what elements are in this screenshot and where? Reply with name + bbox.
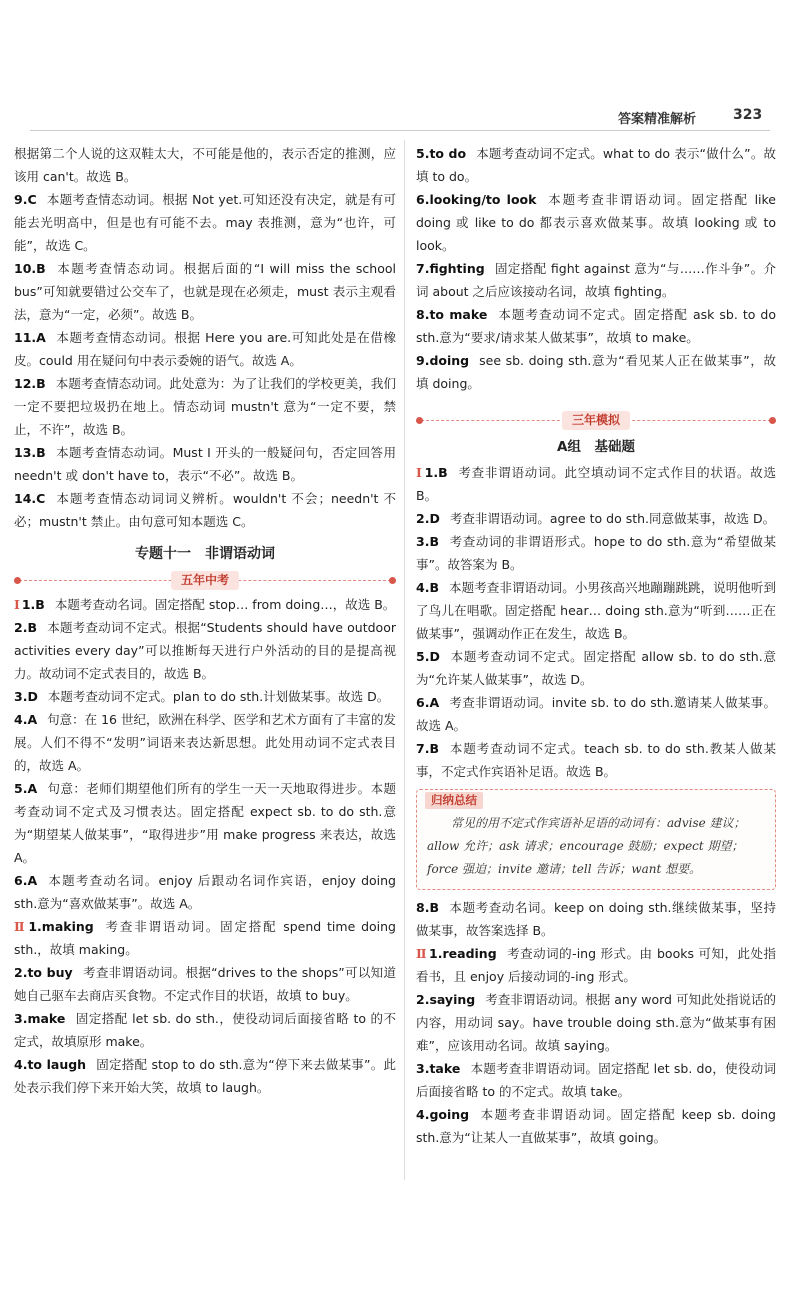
- answer-entry: 6.looking/to look 本题考查非谓语动词。固定搭配 like doing 或 like to do 都表示喜欢做某事。故填 looking 或 to look。: [416, 192, 777, 253]
- answer-number: 9.doing: [416, 353, 470, 368]
- summary-box: [416, 789, 776, 890]
- answer-entry: Ⅰ 1.B 本题考查动名词。固定搭配 stop… from doing…，故选 B。: [14, 597, 396, 612]
- header-rule: [30, 130, 770, 131]
- answer-number: 10.B: [14, 261, 46, 276]
- answer-entry: 4.to laugh 固定搭配 stop to do sth.意为“停下来去做某事”。此处表示我们停下来开始大笑，故填 to laugh。: [14, 1057, 396, 1095]
- summary-tag: 归纳总结: [425, 792, 483, 809]
- part-marker: Ⅰ: [416, 465, 423, 480]
- answer-number: 4.to laugh: [14, 1057, 87, 1072]
- answer-number: 5.A: [14, 781, 38, 796]
- part-marker: Ⅱ: [416, 946, 428, 961]
- answer-number: 6.looking/to look: [416, 192, 537, 207]
- answer-entry: 9.doing see sb. doing sth.意为“看见某人正在做某事”，故填 doing。: [416, 353, 776, 391]
- summary-text: 常见的用不定式作宾语补足语的动词有：advise 建议；allow 允许；ask 请求；encourage 鼓励；expect 期望；force 强迫；invite 邀请；tell 告诉；want 想要。: [427, 816, 746, 876]
- answer-number: 1.reading: [429, 946, 497, 961]
- answer-entry: 5.A 句意：老师们期望他们所有的学生一天一天地取得进步。本题考查动词不定式及习惯表达。固定搭配 expect sb. to do sth.意为“期望某人做某事”，“取得进步”用 make progress 来表达，故选 A。: [14, 781, 396, 865]
- answer-number: 9.C: [14, 192, 37, 207]
- answer-number: 1.making: [28, 919, 94, 934]
- answer-entry: Ⅱ 1.reading 考查动词的-ing 形式。由 books 可知，此处指看书，且 enjoy 后接动词的-ing 形式。: [416, 946, 776, 984]
- page-header: [0, 104, 800, 134]
- answer-entry: 2.saying 考查非谓语动词。根据 any word 可知此处指说话的内容，用动词 say。have trouble doing sth.意为“做某事有困难”，应该用动名词。故填 saying。: [416, 992, 776, 1053]
- answer-number: 12.B: [14, 376, 46, 391]
- answer-number: 2.saying: [416, 992, 476, 1007]
- answer-entry: 8.B 本题考查动名词。keep on doing sth.继续做某事，坚持做某事，故答案选择 B。: [416, 900, 776, 938]
- answer-number: 5.to do: [416, 146, 467, 161]
- answer-number: 6.A: [416, 695, 440, 710]
- answer-entry: 根据第二个人说的这双鞋太大，不可能是他的，表示否定的推测，应该用 can't。故选 B。: [14, 146, 396, 184]
- section-band-label: 五年中考: [171, 571, 239, 590]
- answer-entry: Ⅱ 1.making 考查非谓语动词。固定搭配 spend time doing sth.，故填 making。: [14, 919, 396, 957]
- answer-number: 3.D: [14, 689, 38, 704]
- answer-entry: 7.B 本题考查动词不定式。teach sb. to do sth.教某人做某事，不定式作宾语补足语。故选 B。: [416, 741, 776, 779]
- answer-number: 2.to buy: [14, 965, 73, 980]
- answer-number: 4.going: [416, 1107, 470, 1122]
- part-marker: Ⅱ: [14, 919, 27, 934]
- section-band: [416, 409, 776, 433]
- answer-number: 2.B: [14, 620, 37, 635]
- answer-number: 7.B: [416, 741, 439, 756]
- answer-number: 11.A: [14, 330, 46, 345]
- answer-entry: 6.A 本题考查动名词。enjoy 后跟动名词作宾语，enjoy doing sth.意为“喜欢做某事”。故选 A。: [14, 873, 396, 911]
- answer-entry: 4.B 本题考查非谓语动词。小男孩高兴地蹦蹦跳跳，说明他听到了鸟儿在唱歌。固定搭配 hear… doing sth.意为“听到……正在做某事”，强调动作正在发生，故选 B。: [416, 580, 776, 641]
- answer-number: 1.B: [21, 597, 45, 612]
- column-divider: [404, 140, 405, 1180]
- section-band: [14, 569, 396, 593]
- answer-entry: 3.D 本题考查动词不定式。plan to do sth.计划做某事。故选 D。: [14, 689, 390, 704]
- answer-entry: Ⅰ 1.B 考查非谓语动词。此空填动词不定式作目的状语。故选 B。: [416, 465, 776, 503]
- answer-entry: 13.B 本题考查情态动词。Must I 开头的一般疑问句，否定回答用 needn't 或 don't have to，表示“不必”。故选 B。: [14, 445, 396, 483]
- answer-entry: 2.B 本题考查动词不定式。根据“Students should have outdoor activities every day”可以推断每天进行户外活动的目的是提高视力。故动词不定式表目的，故选 B。: [14, 620, 396, 681]
- answer-entry: 5.D 本题考查动词不定式。固定搭配 allow sb. to do sth.意为“允许某人做某事”，故选 D。: [416, 649, 776, 687]
- answer-number: 1.B: [424, 465, 448, 480]
- answer-entry: 14.C 本题考查情态动词词义辨析。wouldn't 不会；needn't 不必；mustn't 禁止。由句意可知本题选 C。: [14, 491, 396, 529]
- answer-entry: 8.to make 本题考查动词不定式。固定搭配 ask sb. to do sth.意为“要求/请求某人做某事”，故填 to make。: [416, 307, 777, 345]
- answer-number: 14.C: [14, 491, 46, 506]
- answer-number: 13.B: [14, 445, 46, 460]
- part-marker: Ⅰ: [14, 597, 20, 612]
- answer-entry: 10.B 本题考查情态动词。根据后面的“I will miss the school bus”可知就要错过公交车了，也就是现在必须走，must 表示主观看法，意为“一定，必须”。故选 B。: [14, 261, 396, 322]
- answer-entry: 4.A 句意：在 16 世纪，欧洲在科学、医学和艺术方面有了丰富的发展。人们不得不“发明”词语来表达新思想。此处用动词不定式表目的，故选 A。: [14, 712, 396, 773]
- page-number: 323: [733, 107, 763, 123]
- answer-entry: 11.A 本题考查情态动词。根据 Here you are.可知此处是在借橡皮。could 用在疑问句中表示委婉的语气。故选 A。: [14, 330, 396, 368]
- answer-entry: 12.B 本题考查情态动词。此处意为：为了让我们的学校更美，我们一定不要把垃圾扔在地上。情态动词 mustn't 意为“一定不要，禁止，不许”，故选 B。: [14, 376, 396, 437]
- answer-entry: 7.fighting 固定搭配 fight against 意为“与……作斗争”。介词 about 之后应该接动名词，故填 fighting。: [416, 261, 776, 299]
- answer-entry: 3.B 考查动词的非谓语形式。hope to do sth.意为“希望做某事”。故答案为 B。: [416, 534, 776, 572]
- answer-number: 3.make: [14, 1011, 66, 1026]
- answer-entry: 2.D 考查非谓语动词。agree to do sth.同意做某事，故选 D。: [416, 511, 776, 526]
- answer-number: 7.fighting: [416, 261, 485, 276]
- answer-entry: 9.C 本题考查情态动词。根据 Not yet.可知还没有决定，就是有可能去光明高中，但是也有可能不去。may 表推测，意为“也许，可能”，故选 C。: [14, 192, 396, 253]
- answer-entry: 6.A 考查非谓语动词。invite sb. to do sth.邀请某人做某事。故选 A。: [416, 695, 776, 733]
- header-title: 答案精准解析: [618, 112, 697, 127]
- answer-entry: 3.take 本题考查非谓语动词。固定搭配 let sb. do，使役动词后面接省略 to 的不定式。故填 take。: [416, 1061, 776, 1099]
- answer-number: 3.take: [416, 1061, 461, 1076]
- answer-entry: 5.to do 本题考查动词不定式。what to do 表示“做什么”。故填 to do。: [416, 146, 776, 184]
- answer-number: 5.D: [416, 649, 440, 664]
- answer-entry: 4.going 本题考查非谓语动词。固定搭配 keep sb. doing sth.意为“让某人一直做某事”，故填 going。: [416, 1107, 776, 1145]
- answer-number: 2.D: [416, 511, 440, 526]
- answer-entry: 2.to buy 考查非谓语动词。根据“drives to the shops”可以知道她自己驱车去商店买食物。不定式作目的状语，故填 to buy。: [14, 965, 396, 1003]
- answer-number: 3.B: [416, 534, 439, 549]
- answer-number: 8.B: [416, 900, 439, 915]
- group-title: A组 基础题: [557, 439, 635, 455]
- answer-entry: 3.make 固定搭配 let sb. do sth.，使役动词后面接省略 to 的不定式，故填原形 make。: [14, 1011, 396, 1049]
- section-band-label: 三年模拟: [562, 411, 630, 430]
- right-column: [416, 142, 776, 1149]
- left-column: [14, 142, 396, 1099]
- answer-number: 6.A: [14, 873, 38, 888]
- topic-title: 专题十一 非谓语动词: [135, 546, 275, 562]
- answer-number: 4.A: [14, 712, 38, 727]
- answer-number: 8.to make: [416, 307, 488, 322]
- answer-number: 4.B: [416, 580, 439, 595]
